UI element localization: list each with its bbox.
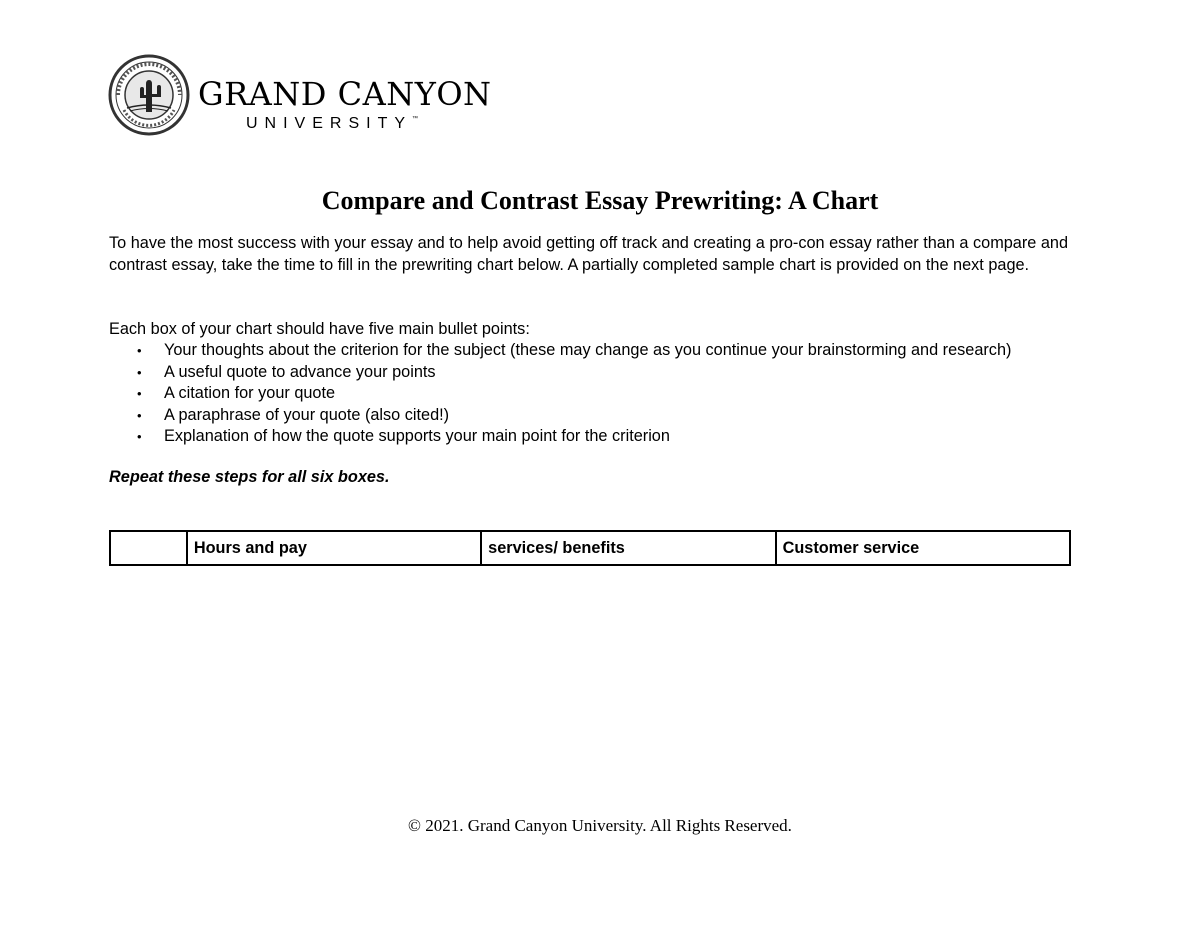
university-seal-icon bbox=[108, 54, 190, 136]
logo-wordmark: GRAND CANYON bbox=[198, 75, 492, 113]
bullet-icon: • bbox=[137, 343, 142, 358]
bullets-intro: Each box of your chart should have five main bullet points: bbox=[109, 320, 530, 338]
list-item: • A useful quote to advance your points bbox=[109, 362, 1084, 384]
list-item: • Your thoughts about the criterion for the subject (these may change as you continue your brainstorming and research) bbox=[109, 340, 1084, 362]
table-header-cell: services/ benefits bbox=[481, 531, 775, 565]
table-header-cell bbox=[110, 531, 187, 565]
list-item: • A paraphrase of your quote (also cited!) bbox=[109, 405, 1084, 427]
document-title: Compare and Contrast Essay Prewriting: A Chart bbox=[321, 186, 879, 215]
bullet-icon: • bbox=[137, 386, 142, 401]
list-item: • A citation for your quote bbox=[109, 383, 1084, 405]
bullet-icon: • bbox=[137, 364, 142, 380]
trademark-symbol: ™ bbox=[412, 116, 419, 122]
intro-paragraph: To have the most success with your essay and to help avoid getting off track and creating a pro-con essay rather than a compare and contrast essay, take the time to fill in the prewriting chart below. A partially completed sample chart is provided on the next page. bbox=[109, 234, 1069, 274]
table-row bbox=[110, 531, 1070, 565]
bullet-list bbox=[109, 340, 1084, 448]
prewriting-chart-table bbox=[109, 530, 1071, 566]
university-logo bbox=[108, 54, 492, 138]
table-header-cell: Hours and pay bbox=[187, 531, 481, 565]
copyright-footer: © 2021. Grand Canyon University. All Rights Reserved. bbox=[408, 816, 792, 835]
bullet-icon: • bbox=[137, 407, 142, 423]
table-header-cell: Customer service bbox=[776, 531, 1070, 565]
bullet-icon: • bbox=[137, 429, 142, 444]
list-item: • Explanation of how the quote supports your main point for the criterion bbox=[109, 426, 1084, 448]
logo-subtitle: UNIVERSITY™ bbox=[246, 115, 419, 132]
repeat-note: Repeat these steps for all six boxes. bbox=[109, 468, 390, 486]
